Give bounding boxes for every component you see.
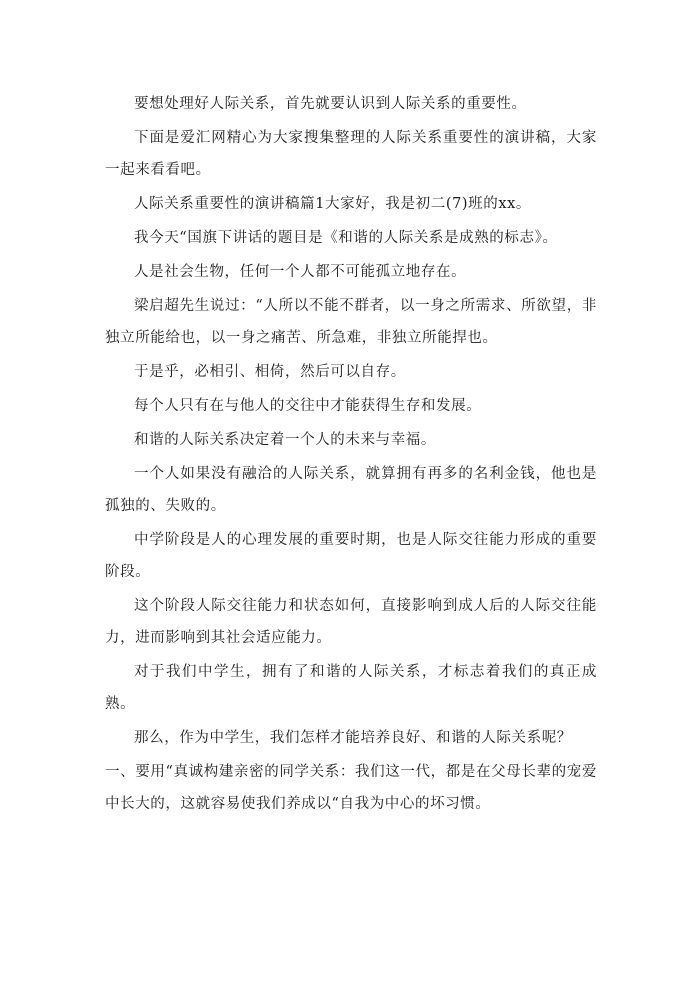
paragraph-11: 中学阶段是人的心理发展的重要时期，也是人际交往能力形成的重要阶段。: [105, 532, 597, 580]
paragraph-1: 要想处理好人际关系，首先就要认识到人际关系的重要性。: [134, 96, 527, 112]
paragraph-7: 于是乎，必相引、相倚，然后可以自存。: [134, 364, 406, 380]
paragraph-9: 和谐的人际关系决定着一个人的未来与幸福。: [134, 432, 436, 448]
paragraph-13: 对于我们中学生，拥有了和谐的人际关系，才标志着我们的真正成熟。: [105, 664, 597, 712]
paragraph-10: 一个人如果没有融洽的人际关系，就算拥有再多的名利金钱，他也是孤独的、失败的。: [105, 466, 597, 514]
paragraph-8: 每个人只有在与他人的交往中才能获得生存和发展。: [134, 398, 482, 414]
paragraph-2: 下面是爱汇网精心为大家搜集整理的人际关系重要性的演讲稿，大家一起来看看吧。: [105, 130, 597, 178]
paragraph-14: 那么，作为中学生，我们怎样才能培养良好、和谐的人际关系呢？: [134, 730, 572, 746]
paragraph-4: 我今天“国旗下讲话的题目是《和谐的人际关系是成熟的标志》。: [134, 230, 558, 246]
paragraph-12: 这个阶段人际交往能力和状态如何，直接影响到成人后的人际交往能力，进而影响到其社会适应能力。: [105, 598, 597, 646]
paragraph-15: 一、要用“真诚构建亲密的同学关系：我们这一代，都是在父母长辈的宠爱中长大的，这就容易使我们养成以“自我为中心的坏习惯。: [105, 764, 597, 812]
document-page: [105, 88, 597, 822]
paragraph-5: 人是社会生物，任何一个人都不可能孤立地存在。: [134, 264, 467, 280]
paragraph-6: 梁启超先生说过：“人所以不能不群者，以一身之所需求、所欲望，非独立所能给也，以一身之痛苦、所急难，非独立所能捍也。: [105, 298, 597, 346]
paragraph-3: 人际关系重要性的演讲稿篇1大家好，我是初二(7)班的xx。: [134, 196, 532, 212]
